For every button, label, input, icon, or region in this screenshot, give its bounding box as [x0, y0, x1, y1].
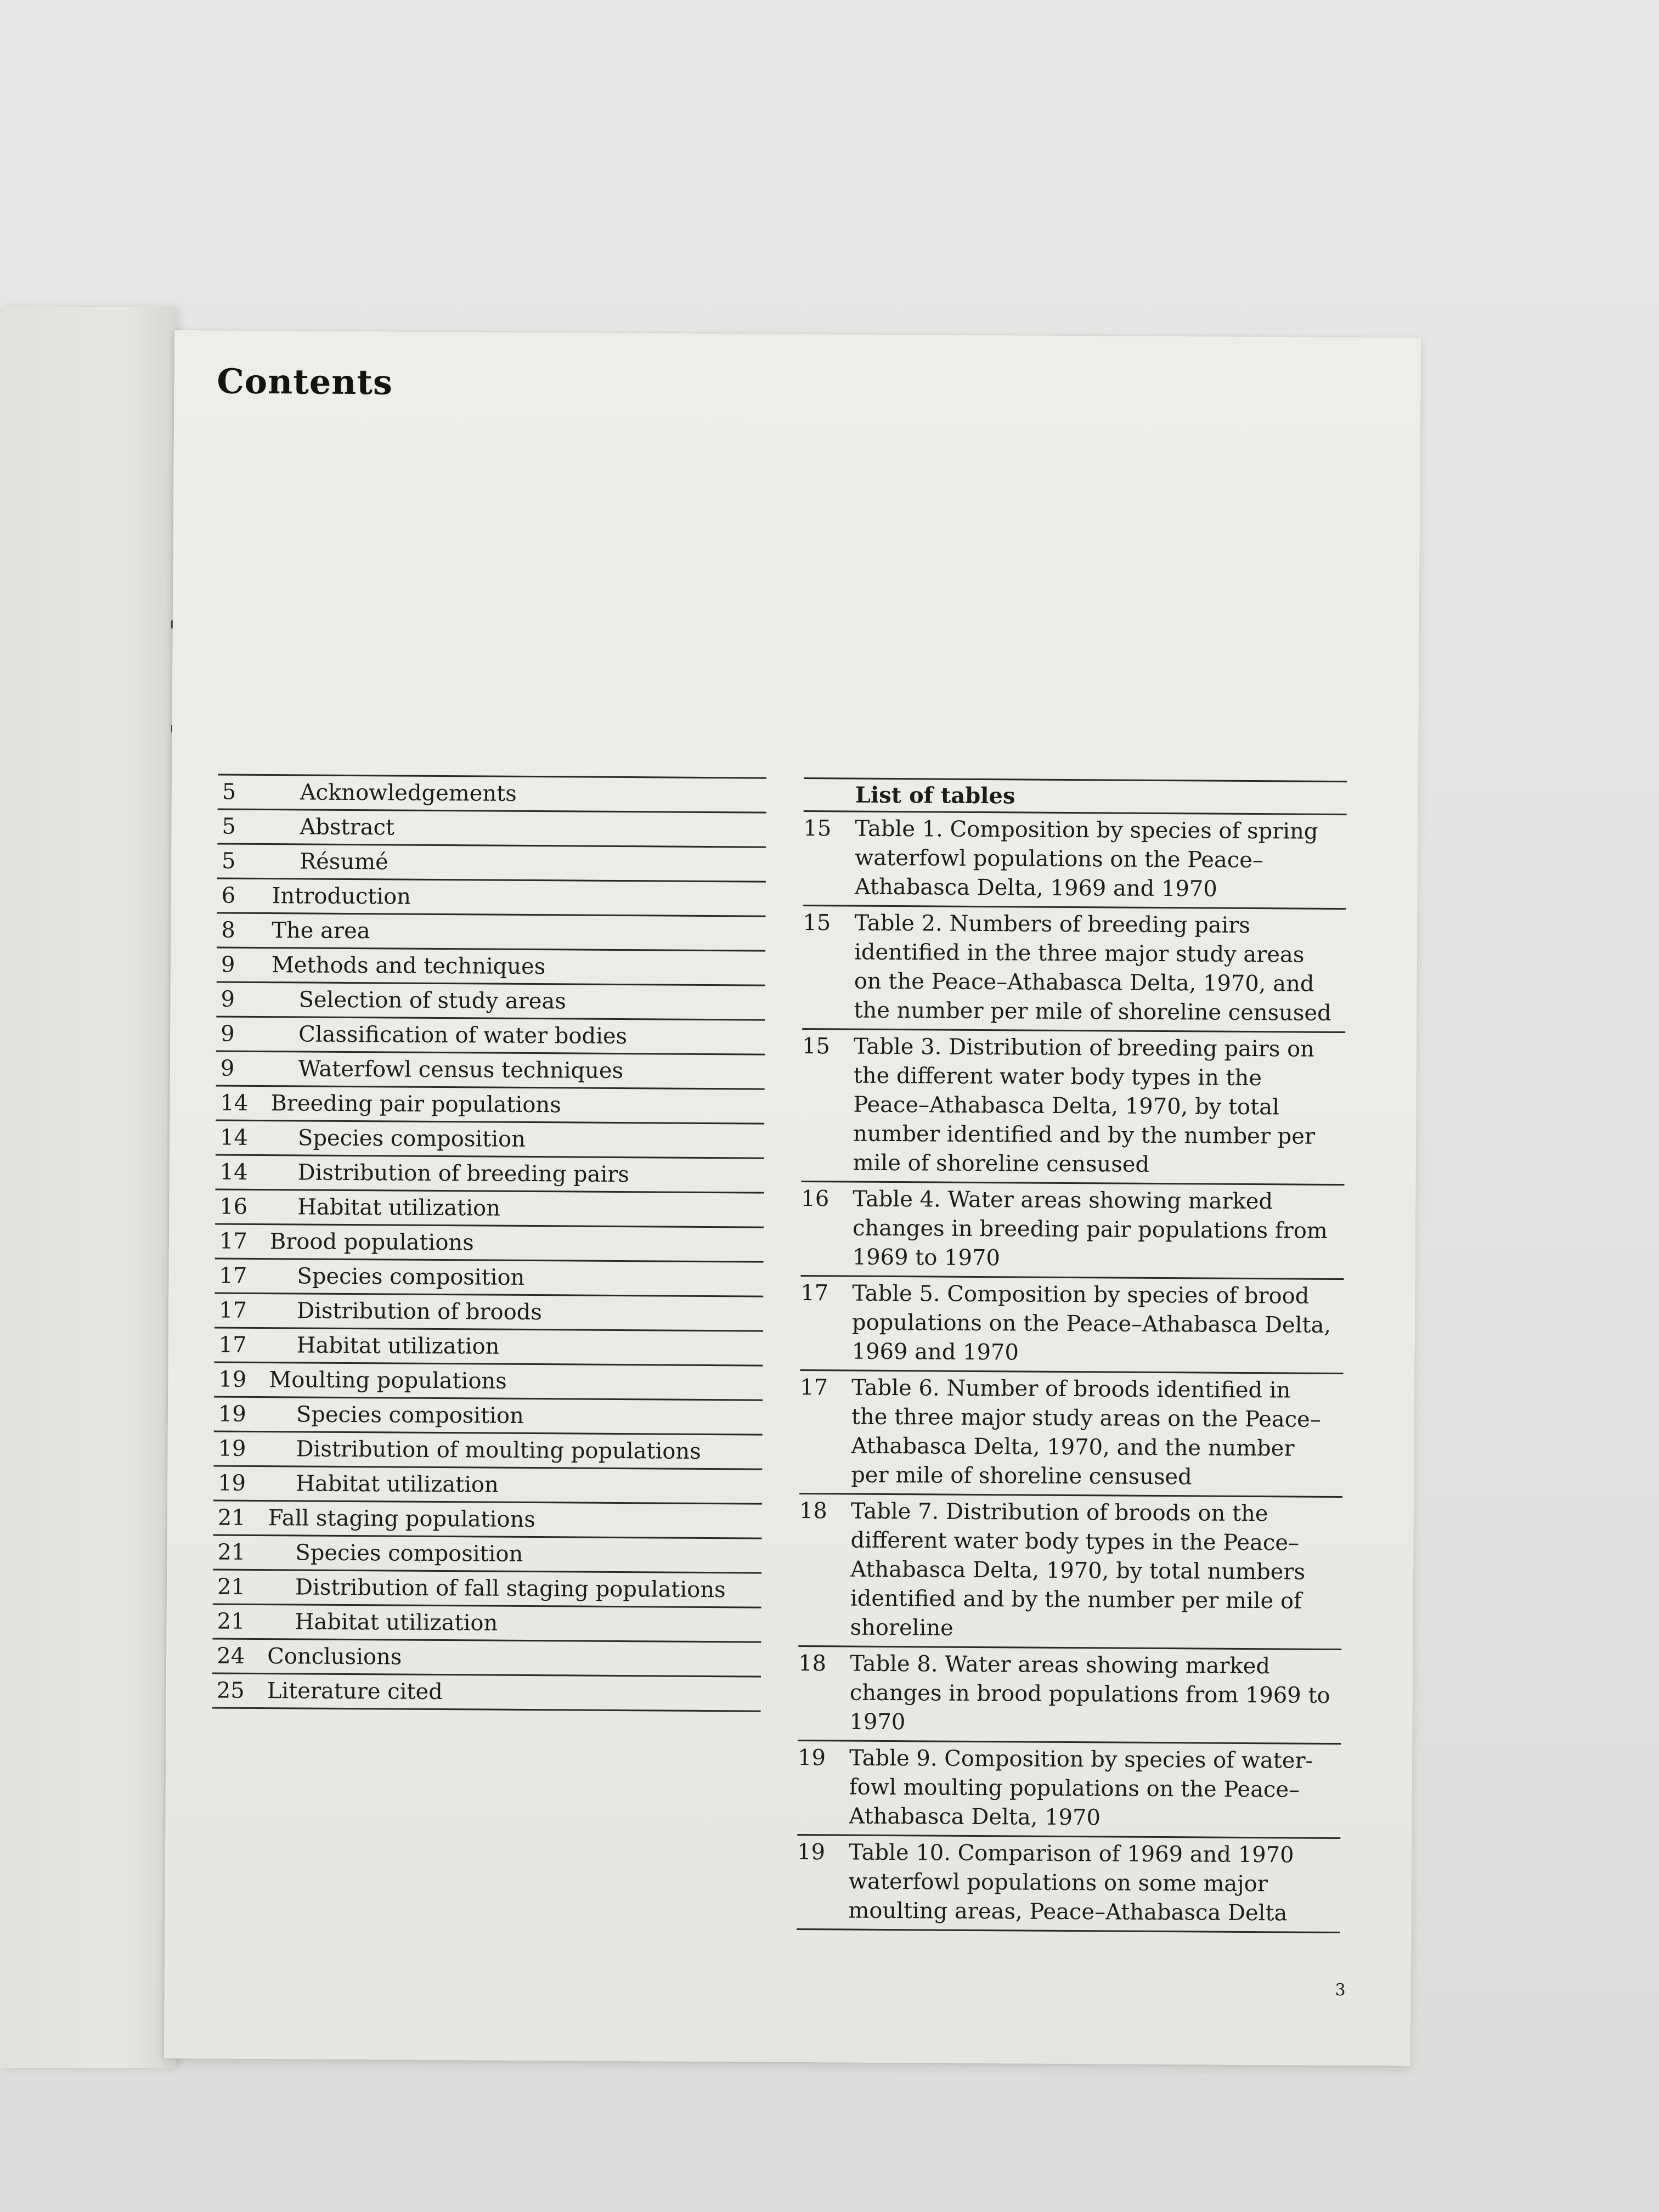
toc-page-number: 6: [221, 883, 236, 909]
toc-page-number: 24: [217, 1643, 245, 1669]
toc-entry: [217, 879, 766, 917]
toc-title: Classification of water bodies: [298, 1022, 628, 1049]
table-list-entry: [797, 1836, 1340, 1933]
table-list-entry: [800, 1182, 1344, 1280]
toc-title: Résumé: [299, 849, 388, 875]
toc-page-number: 17: [219, 1263, 247, 1289]
toc-title: Breeding pair populations: [270, 1091, 561, 1118]
toc-page-number: 9: [221, 952, 235, 978]
table-list-entry: [797, 1741, 1341, 1839]
table-list-page-number: 15: [802, 1034, 831, 1059]
toc-page-number: 14: [219, 1125, 249, 1150]
toc-entry: [215, 1155, 764, 1193]
list-of-tables-items: [797, 812, 1346, 1933]
table-list-page-number: 16: [801, 1186, 830, 1212]
table-list-title: Table 4. Water areas showing marked changes in breeding pair populations from 1969 to 1970: [852, 1186, 1328, 1271]
toc-entry: [213, 1536, 761, 1573]
table-list-page-number: 19: [797, 1745, 826, 1771]
toc-page-number: 9: [220, 1056, 235, 1081]
toc-page-number: 21: [217, 1539, 246, 1565]
toc-page-number: 21: [217, 1609, 245, 1634]
toc-entry: [216, 1121, 764, 1159]
table-list-title: Table 5. Composition by species of brood populations on the Peace–Athabasca Delta, 1969 and 1970: [851, 1280, 1331, 1365]
list-of-tables: [797, 777, 1347, 1933]
toc-entry: [217, 810, 766, 848]
toc-page-number: 14: [220, 1090, 249, 1116]
page-title: Contents: [217, 361, 393, 403]
toc-title: Distribution of fall staging populations: [295, 1575, 726, 1603]
toc-title: Species composition: [297, 1125, 526, 1152]
toc-entry: [216, 1052, 765, 1090]
table-list-entry: [802, 1030, 1346, 1186]
table-list-page-number: 15: [803, 910, 831, 936]
table-list-page-number: 17: [800, 1280, 829, 1306]
toc-title: Moulting populations: [269, 1367, 507, 1394]
list-of-tables-heading: List of tables: [804, 779, 1347, 815]
toc-entry: [217, 948, 765, 986]
toc-title: Species composition: [295, 1540, 523, 1567]
toc-entry: [215, 1224, 764, 1262]
toc-entry: [212, 1674, 761, 1712]
toc-title: Methods and techniques: [271, 952, 546, 980]
toc-title: Habitat utilization: [296, 1471, 499, 1498]
table-list-title: Table 2. Numbers of breeding pairs identified in the three major study areas on the Peace–Athabasca Delta, 1970, and the number per mile of shoreline censused: [854, 910, 1331, 1026]
toc-entry: [213, 1501, 762, 1539]
toc-title: The area: [272, 918, 370, 944]
page-number: 3: [1335, 1980, 1346, 2000]
toc-title: Literature cited: [267, 1678, 443, 1705]
toc-page-number: 9: [221, 986, 235, 1012]
table-list-title: Table 7. Distribution of broods on the different water body types in the Peace–Athabasca Delta, 1970, by total numbers identified and by the number per mile of shoreline: [850, 1498, 1306, 1641]
toc-title: Waterfowl census techniques: [298, 1056, 624, 1084]
table-list-page-number: 19: [797, 1839, 826, 1865]
toc-entry: [216, 1017, 765, 1055]
toc-page-number: 25: [216, 1678, 245, 1703]
table-list-title: Table 9. Composition by species of water-fowl moulting populations on the Peace–Athabasca Delta, 1970: [849, 1745, 1313, 1831]
toc-title: Brood populations: [269, 1229, 474, 1256]
toc-page-number: 5: [222, 814, 236, 839]
toc-title: Habitat utilization: [297, 1194, 501, 1221]
toc-title: Abstract: [300, 814, 395, 840]
toc-title: Selection of study areas: [298, 987, 566, 1014]
facing-page-edge: [0, 307, 176, 2068]
toc-title: Distribution of moulting populations: [296, 1436, 701, 1464]
table-list-page-number: 18: [798, 1650, 827, 1677]
toc-page-number: 19: [218, 1367, 247, 1392]
table-of-contents: [212, 774, 766, 1712]
toc-title: Species composition: [297, 1263, 525, 1290]
toc-page-number: 19: [218, 1470, 246, 1496]
toc-entry: [215, 1259, 763, 1297]
toc-page-number: 19: [218, 1401, 246, 1427]
toc-entry: [218, 775, 766, 813]
toc-entry: [217, 844, 766, 882]
table-list-entry: [798, 1494, 1342, 1650]
table-list-entry: [800, 1277, 1344, 1374]
toc-entry: [216, 1086, 764, 1124]
toc-title: Distribution of broods: [296, 1298, 543, 1325]
toc-page-number: 16: [219, 1194, 248, 1220]
toc-page-number: 17: [218, 1297, 247, 1323]
toc-entry: [213, 1432, 762, 1470]
table-list-title: Table 10. Comparison of 1969 and 1970 waterfowl populations on some major moulting areas, Peace–Athabasca Delta: [848, 1839, 1294, 1926]
toc-title: Acknowledgements: [300, 780, 517, 806]
table-list-title: Table 8. Water areas showing marked changes in brood populations from 1969 to 1970: [849, 1651, 1330, 1735]
toc-entry: [215, 1294, 763, 1331]
toc-page-number: 5: [222, 779, 236, 805]
toc-title: Habitat utilization: [296, 1333, 500, 1359]
table-list-page-number: 17: [800, 1375, 828, 1401]
toc-page-number: 5: [221, 848, 236, 874]
toc-entry: [212, 1639, 761, 1677]
toc-entry: [216, 983, 765, 1020]
toc-page-number: 21: [217, 1574, 246, 1600]
table-list-entry: [802, 906, 1346, 1033]
table-list-entry: [799, 1371, 1343, 1498]
toc-title: Species composition: [296, 1402, 524, 1429]
toc-page-number: 17: [218, 1332, 247, 1358]
toc-entry: [213, 1466, 762, 1504]
toc-page-number: 9: [221, 1021, 235, 1047]
table-list-title: Table 3. Distribution of breeding pairs on the different water body types in the Peace–Athabasca Delta, 1970, by total number identified and by the number per mile of shoreline censused: [853, 1034, 1316, 1177]
toc-page-number: 8: [221, 917, 235, 943]
toc-page-number: 21: [217, 1505, 246, 1531]
toc-title: Fall staging populations: [268, 1505, 535, 1533]
toc-entry: [217, 913, 765, 951]
toc-entry: [215, 1190, 764, 1228]
table-list-entry: [803, 812, 1347, 910]
toc-page-number: 19: [218, 1436, 246, 1462]
toc-entry: [215, 1328, 763, 1366]
toc-title: Distribution of breeding pairs: [297, 1160, 629, 1188]
toc-page-number: 14: [219, 1159, 248, 1185]
toc-title: Introduction: [272, 883, 411, 910]
table-list-title: Table 6. Number of broods identified in the three major study areas on the Peace–Athabasca Delta, 1970, and the number per mile of shoreline censused: [851, 1375, 1321, 1490]
table-list-entry: [798, 1647, 1341, 1745]
toc-entry: [214, 1363, 763, 1401]
toc-page-number: 17: [219, 1228, 247, 1254]
toc-entry: [214, 1397, 763, 1435]
table-list-page-number: 15: [803, 816, 832, 842]
table-list-page-number: 18: [799, 1498, 827, 1524]
table-list-title: Table 1. Composition by species of spring waterfowl populations on the Peace–Athabasca Delta, 1969 and 1970: [854, 816, 1318, 902]
toc-entry: [212, 1605, 761, 1643]
toc-title: Habitat utilization: [295, 1609, 498, 1636]
toc-entry: [213, 1570, 761, 1608]
document-page: [164, 330, 1421, 2066]
toc-title: Conclusions: [267, 1644, 402, 1670]
